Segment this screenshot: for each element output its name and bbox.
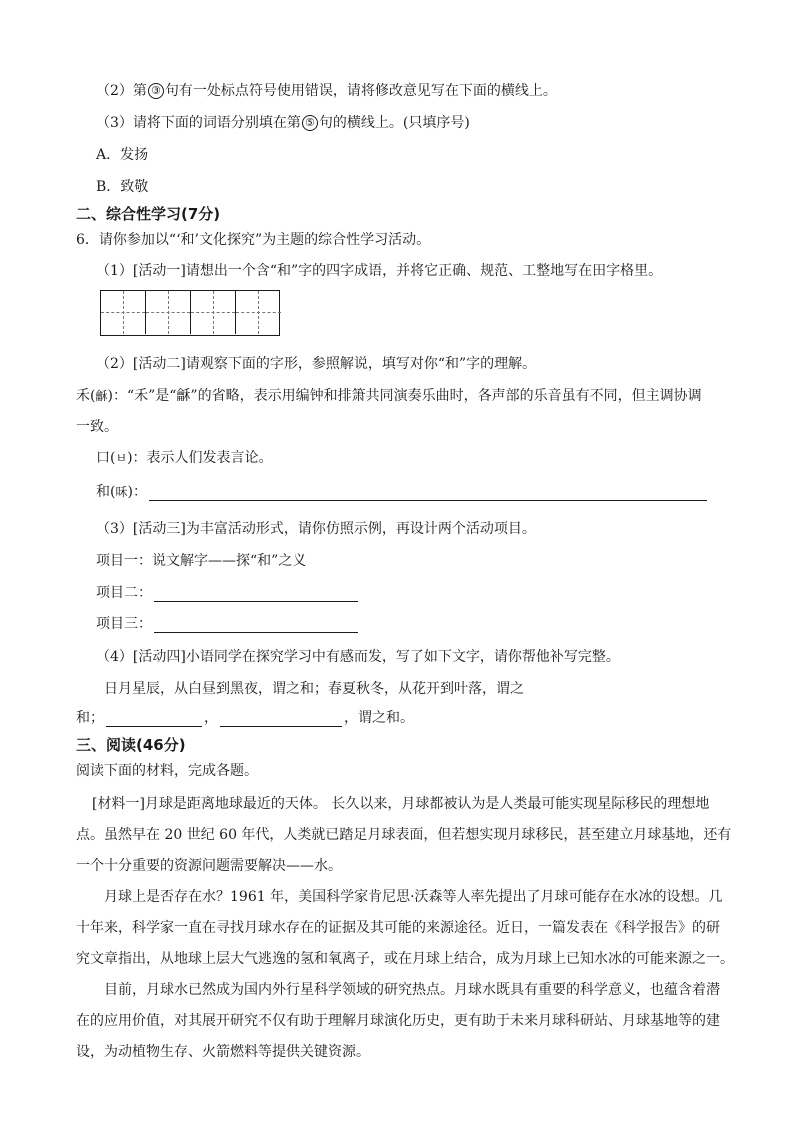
grid-cell-4[interactable] <box>236 291 281 334</box>
circled-number-5: ⑤ <box>302 115 318 131</box>
section-2-heading: 二、综合性学习(7分) <box>76 205 221 223</box>
paragraph-3-line-1: 目前，月球水已然成为国内外行星科学领域的研究热点。月球水既具有重要的科学意义，也蕴含着潜 <box>104 982 720 998</box>
activity-1: （1）[活动一]请想出一个含“和”字的四字成语，并将它正确、规范、工整地写在田字格里。 <box>96 263 663 279</box>
question-6-intro: 6．请你参加以“‘和’文化探究”为主题的综合性学习活动。 <box>76 232 431 248</box>
he-answer-line: 和(咊)： <box>96 483 709 501</box>
question-2-line: （2）第 ③ 句有一处标点符号使用错误，请将修改意见写在下面的横线上。 <box>96 83 557 99</box>
ancient-he-full-glyph: 咊 <box>115 485 128 499</box>
material-1-line-3: 一个十分重要的资源问题需要解决——水。 <box>76 858 342 874</box>
poem-line-2: 和； ， ，谓之和。 <box>76 710 414 726</box>
grid-cell-1[interactable] <box>101 291 146 334</box>
activity-3: （3）[活动三]为丰富活动形式，请你仿照示例，再设计两个活动项目。 <box>96 521 536 537</box>
activity-2: （2）[活动二]请观察下面的字形，参照解说，填写对你“和”字的理解。 <box>96 356 537 372</box>
option-b: B．致敬 <box>96 179 149 195</box>
project-3-line: 项目三： <box>96 615 360 633</box>
he-radical-explanation: 禾(龢)：“禾”是“龢”的省略，表示用编钟和排箫共同演奏乐曲时，各声部的乐音虽有不同，但主调协调 <box>76 388 702 404</box>
poem-blank-1[interactable] <box>106 712 202 727</box>
reading-intro: 阅读下面的材料，完成各题。 <box>76 763 258 779</box>
project-3-blank[interactable] <box>154 618 358 633</box>
activity-4: （4）[活动四]小语同学在探究学习中有感而发，写了如下文字，请你帮他补写完整。 <box>96 649 620 665</box>
paragraph-3-line-3: 设，为动植物生存、火箭燃料等提供关键资源。 <box>76 1044 370 1060</box>
paragraph-2-line-1: 月球上是否存在水？1961 年，美国科学家肯尼思·沃森等人率先提出了月球可能存在水冰的设想。几 <box>104 889 723 905</box>
kou-explanation: 口(ㅂ)：表示人们发表言论。 <box>96 450 273 466</box>
option-a: A．发扬 <box>96 147 149 163</box>
poem-blank-2[interactable] <box>220 712 342 727</box>
material-1-line-2: 点。虽然早在 20 世纪 60 年代，人类就已踏足月球表面，但若想实现月球移民，甚至建立月球基地，还有 <box>76 827 732 843</box>
grid-cell-2[interactable] <box>146 291 191 334</box>
project-1: 项目一：说文解字——探“和”之义 <box>96 553 307 569</box>
he-answer-blank[interactable] <box>149 486 707 501</box>
he-radical-explanation-cont: 一致。 <box>76 419 118 435</box>
tianzige-grid[interactable] <box>100 290 280 336</box>
section-3-heading: 三、阅读(46分) <box>76 736 186 754</box>
circled-number-3: ③ <box>148 83 164 99</box>
material-1-line-1: [材料一]月球是距离地球最近的天体。 长久以来，月球都被认为是人类最可能实现星际移民的理想地 <box>92 796 710 812</box>
paragraph-3-line-2: 在的应用价值，对其展开研究不仅有助于理解月球演化历史，更有助于未来月球科研站、月球基地等的建 <box>76 1013 720 1029</box>
grid-cell-3[interactable] <box>191 291 236 334</box>
question-3-line: （3）请将下面的词语分别填在第 ⑤ 句的横线上。(只填序号) <box>96 115 470 131</box>
project-2-blank[interactable] <box>154 587 358 602</box>
paragraph-2-line-2: 十年来，科学家一直在寻找月球水存在的证据及其可能的来源途径。近日，一篇发表在《科学报告》的研 <box>76 920 720 936</box>
poem-line-1: 日月星辰，从白昼到黑夜，谓之和；春夏秋冬，从花开到叶落，谓之 <box>104 681 524 697</box>
paragraph-2-line-3: 究文章指出，从地球上层大气逃逸的氢和氧离子，或在月球上结合，成为月球上已知水冰的可能来源之一。 <box>76 951 734 967</box>
ancient-he-glyph: 龢 <box>95 389 108 403</box>
ancient-kou-glyph: ㅂ <box>115 451 128 465</box>
project-2-line: 项目二： <box>96 584 360 602</box>
